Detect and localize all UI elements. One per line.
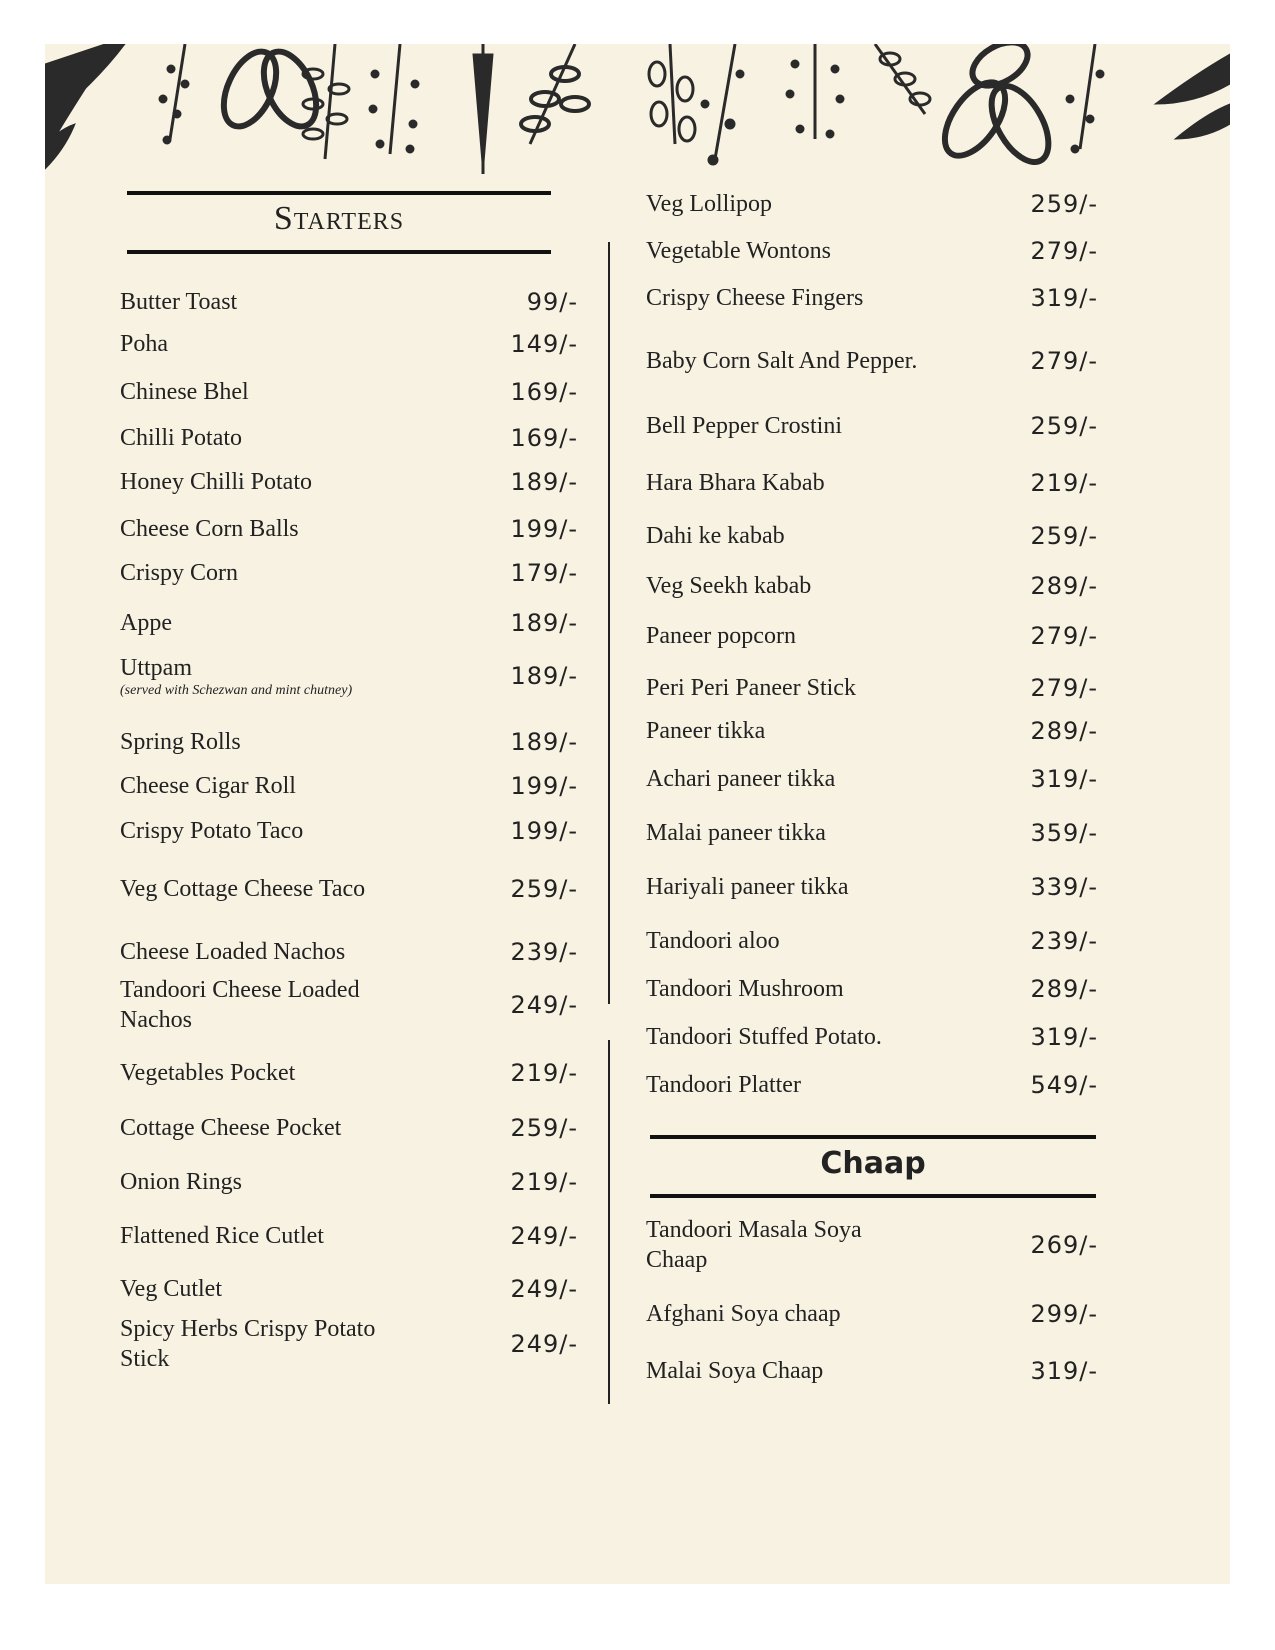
starter-item-name: Cheese Cigar Roll — [120, 773, 296, 799]
starter-right-item-name: Veg Lollipop — [646, 191, 772, 217]
chaap-item — [646, 1214, 1098, 1276]
starter-right-item-price: 549/- — [1030, 1071, 1098, 1099]
starter-item — [120, 374, 578, 410]
starter-right-item-price: 319/- — [1030, 284, 1098, 312]
starter-item-name: Cheese Corn Balls — [120, 516, 299, 542]
starter-right-item-name: Paneer popcorn — [646, 623, 796, 649]
chaap-item-name: Tandoori Masala Soya Chaap — [646, 1217, 862, 1273]
chaap-item-price: 269/- — [1030, 1231, 1098, 1259]
starter-right-item-name: Tandoori Mushroom — [646, 976, 844, 1002]
chaap-item — [646, 1296, 1098, 1332]
starter-item-price: 99/- — [526, 288, 578, 316]
starter-right-item — [646, 408, 1098, 444]
chaap-item-price: 299/- — [1030, 1300, 1098, 1328]
starter-right-item-name: Vegetable Wontons — [646, 238, 831, 264]
starter-right-item-price: 319/- — [1030, 1023, 1098, 1051]
starter-right-item-name: Paneer tikka — [646, 718, 766, 744]
starter-item — [120, 420, 578, 456]
starter-right-item-name: Crispy Cheese Fingers — [646, 285, 864, 311]
starter-item-price: 189/- — [510, 609, 578, 637]
column-divider-bottom — [608, 1040, 610, 1404]
starter-item — [120, 464, 578, 500]
starter-item — [120, 856, 578, 922]
starter-right-item-price: 339/- — [1030, 873, 1098, 901]
starter-right-item — [646, 1019, 1098, 1055]
starter-right-item-name: Hara Bhara Kabab — [646, 470, 825, 496]
starter-right-item-price: 289/- — [1030, 975, 1098, 1003]
starter-item-price: 219/- — [510, 1168, 578, 1196]
starter-item-price: 249/- — [510, 991, 578, 1019]
starter-item — [120, 605, 578, 641]
starter-right-item-name: Dahi ke kabab — [646, 523, 785, 549]
starter-item-price: 189/- — [510, 728, 578, 756]
starter-right-item — [646, 1067, 1098, 1103]
starter-right-item — [646, 971, 1098, 1007]
starter-item — [120, 1218, 578, 1254]
starter-right-item — [646, 670, 1098, 706]
starter-right-item-name: Bell Pepper Crostini — [646, 413, 842, 439]
starter-right-item-name: Achari paneer tikka — [646, 766, 836, 792]
starter-right-item-name: Baby Corn Salt And Pepper. — [646, 348, 918, 374]
starter-right-item — [646, 233, 1098, 269]
starter-item-note: (served with Schezwan and mint chutney) — [120, 683, 353, 698]
starter-right-item — [646, 713, 1098, 749]
starter-right-item-price: 219/- — [1030, 469, 1098, 497]
chaap-item-price: 319/- — [1030, 1357, 1098, 1385]
starter-right-item-price: 289/- — [1030, 572, 1098, 600]
starter-item — [120, 555, 578, 591]
starter-item-name: Chinese Bhel — [120, 379, 249, 405]
starter-right-item-name: Tandoori Platter — [646, 1072, 801, 1098]
starter-item — [120, 284, 578, 320]
menu-page — [45, 44, 1230, 1584]
chaap-item — [646, 1353, 1098, 1389]
starter-item-price: 259/- — [510, 875, 578, 903]
starter-item-price: 249/- — [510, 1275, 578, 1303]
starter-item-name: Butter Toast — [120, 289, 238, 315]
starter-item — [120, 813, 578, 849]
starter-right-item-price: 259/- — [1030, 190, 1098, 218]
starter-right-item-price: 279/- — [1030, 622, 1098, 650]
starter-right-item — [646, 465, 1098, 501]
starter-right-item-name: Peri Peri Paneer Stick — [646, 675, 856, 701]
column-divider-top — [608, 242, 610, 1004]
starter-item-name: Honey Chilli Potato — [120, 469, 312, 495]
leaf-border-icon — [45, 44, 1230, 194]
starter-item — [120, 768, 578, 804]
starter-right-item — [646, 815, 1098, 851]
starter-right-item-name: Hariyali paneer tikka — [646, 874, 849, 900]
starter-right-item — [646, 332, 1098, 390]
starter-item-name: Veg Cottage Cheese Taco — [120, 876, 366, 902]
starter-item-price: 189/- — [510, 662, 578, 690]
starter-item — [120, 1110, 578, 1146]
starter-item-price: 259/- — [510, 1114, 578, 1142]
chaap-bottom-rule — [650, 1194, 1096, 1198]
starter-right-item-price: 239/- — [1030, 927, 1098, 955]
starter-item — [120, 651, 578, 701]
starter-item — [120, 1315, 578, 1373]
starter-item-name: Uttpam (served with Schezwan and mint chutney) — [120, 653, 380, 699]
starter-right-item-price: 279/- — [1030, 237, 1098, 265]
starter-right-item-price: 259/- — [1030, 412, 1098, 440]
starter-item-price: 249/- — [510, 1330, 578, 1358]
starter-item-price: 199/- — [510, 772, 578, 800]
starter-item-name: Flattened Rice Cutlet — [120, 1223, 324, 1249]
starter-right-item-price: 289/- — [1030, 717, 1098, 745]
starters-bottom-rule — [127, 250, 551, 254]
starter-item-name: Veg Cutlet — [120, 1276, 222, 1302]
starter-item — [120, 1164, 578, 1200]
chaap-item-name: Afghani Soya chaap — [646, 1301, 841, 1327]
starter-right-item-name: Malai paneer tikka — [646, 820, 826, 846]
starter-right-item — [646, 923, 1098, 959]
starter-right-item — [646, 568, 1098, 604]
starter-item-name: Onion Rings — [120, 1169, 243, 1195]
chaap-top-rule — [650, 1135, 1096, 1139]
starter-right-item-name: Tandoori aloo — [646, 928, 780, 954]
starter-right-item-price: 279/- — [1030, 674, 1098, 702]
starter-item — [120, 1271, 578, 1307]
starter-item-price: 249/- — [510, 1222, 578, 1250]
starter-item — [120, 511, 578, 547]
starter-item — [120, 724, 578, 760]
starter-right-item-price: 279/- — [1030, 347, 1098, 375]
starter-item-price: 189/- — [510, 468, 578, 496]
starter-item-name: Appe — [120, 610, 172, 636]
starter-item-name: Spring Rolls — [120, 729, 241, 755]
starter-right-item — [646, 280, 1098, 316]
starter-right-item-name: Veg Seekh kabab — [646, 573, 812, 599]
starter-item-name: Crispy Potato Taco — [120, 818, 304, 844]
starter-item — [120, 326, 578, 362]
starter-right-item — [646, 518, 1098, 554]
starter-right-item-price: 259/- — [1030, 522, 1098, 550]
starter-right-item-name: Tandoori Stuffed Potato. — [646, 1024, 882, 1050]
starter-item-price: 169/- — [510, 378, 578, 406]
starter-item-name: Spicy Herbs Crispy Potato Stick — [120, 1316, 376, 1372]
starter-item-name: Poha — [120, 331, 168, 357]
starter-item-name: Vegetables Pocket — [120, 1060, 296, 1086]
starter-right-item-price: 319/- — [1030, 765, 1098, 793]
chaap-item-name: Malai Soya Chaap — [646, 1358, 824, 1384]
starters-top-rule — [127, 191, 551, 195]
starter-item-name: Chilli Potato — [120, 425, 243, 451]
starter-item-price: 179/- — [510, 559, 578, 587]
starter-item-name: Cottage Cheese Pocket — [120, 1115, 342, 1141]
starter-item-price: 219/- — [510, 1059, 578, 1087]
starter-item-name: Tandoori Cheese Loaded Nachos — [120, 977, 360, 1033]
starter-item-name: Crispy Corn — [120, 560, 239, 586]
starter-right-item-price: 359/- — [1030, 819, 1098, 847]
starter-item-price: 149/- — [510, 330, 578, 358]
starter-item — [120, 934, 578, 970]
starters-title: Starters — [273, 200, 405, 237]
starter-item-price: 199/- — [510, 817, 578, 845]
starter-item — [120, 1055, 578, 1091]
starter-item — [120, 976, 578, 1034]
starter-item-price: 199/- — [510, 515, 578, 543]
starter-item-name: Cheese Loaded Nachos — [120, 939, 346, 965]
starter-right-item — [646, 869, 1098, 905]
chaap-title: Chaap — [820, 1146, 926, 1181]
starter-right-item — [646, 761, 1098, 797]
starter-item-price: 239/- — [510, 938, 578, 966]
starter-item-price: 169/- — [510, 424, 578, 452]
starter-right-item — [646, 186, 1098, 222]
starter-right-item — [646, 618, 1098, 654]
